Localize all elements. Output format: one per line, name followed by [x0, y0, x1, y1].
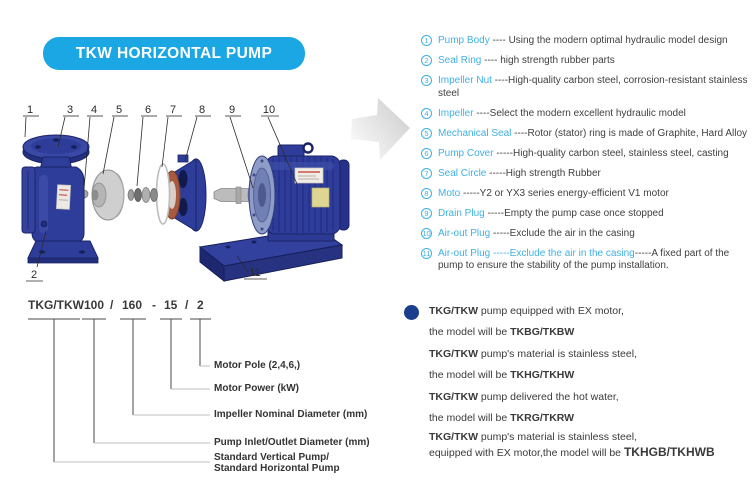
- callout-5: 5: [115, 104, 123, 116]
- part-description: ---- high strength rubber parts: [481, 55, 615, 66]
- motor-label: [312, 188, 329, 207]
- callout-6: 6: [144, 104, 152, 116]
- model-label-motor-power: Motor Power (kW): [214, 383, 299, 394]
- model-label-impeller-dia: Impeller Nominal Diameter (mm): [214, 409, 368, 420]
- model-segment-inlet: 100: [84, 298, 105, 312]
- callout-2: 2: [30, 269, 38, 281]
- impeller: [92, 170, 125, 220]
- parts-list: [421, 35, 753, 280]
- note-ex-motor: TKG/TKW pump equipped with EX motor, the model will be TKBG/TKBW: [429, 305, 624, 338]
- pump-shaft: [214, 186, 254, 205]
- part-description: -----A fixed part of the pump to ensure the stability of the pump installation.: [438, 247, 730, 271]
- list-item: [421, 228, 753, 241]
- model-label-inlet-outlet: Pump Inlet/Outlet Diameter (mm): [214, 437, 370, 448]
- list-item: [421, 35, 753, 48]
- list-item: [421, 108, 753, 121]
- list-item: [421, 128, 753, 141]
- bullet-circle-icon: [404, 305, 419, 320]
- part-name: Mechanical Seal: [438, 127, 512, 139]
- part-name: Moto: [438, 187, 461, 199]
- list-item: [421, 75, 753, 100]
- note-stainless: TKG/TKW pump's material is stainless steel, the model will be TKHG/TKHW: [429, 348, 637, 381]
- part-description: ---- Using the modern optimal hydraulic model design: [489, 35, 728, 46]
- list-item: [421, 148, 753, 161]
- drain-plug: [41, 221, 47, 227]
- part-description: ----Rotor (stator) ring is made of Graphite, Hard Alloy: [511, 127, 748, 139]
- note-stainless-ex: TKG/TKW pump's material is stainless steel, equipped with EX motor,the model will be TKHGB/TKHWB: [429, 431, 715, 459]
- page-title: TKW HORIZONTAL PUMP: [75, 44, 273, 62]
- part-name: Pump Body: [438, 35, 490, 46]
- callout-3: 3: [66, 104, 74, 116]
- callout-10: 10: [262, 104, 276, 116]
- item-number-badge: 6: [421, 148, 432, 159]
- suction-flange: [22, 167, 35, 233]
- callout-8: 8: [198, 104, 206, 116]
- item-number-badge: 10: [422, 228, 431, 238]
- model-segment-pole: 2: [197, 298, 204, 312]
- item-number-badge: 3: [421, 75, 432, 86]
- model-segment-series: TKG/TKW: [28, 298, 84, 312]
- callout-9: 9: [228, 104, 236, 116]
- part-description: -----Exclude the air in the casing: [490, 227, 635, 239]
- right-arrow-icon: [345, 92, 415, 167]
- model-code-lines: [0, 316, 400, 500]
- model-segment-impeller: 160: [122, 298, 143, 312]
- part-name: Air-out Plug: [438, 227, 491, 239]
- item-number-badge: 4: [421, 108, 432, 119]
- mechanical-seal-parts: [128, 188, 158, 203]
- model-variant-notes: [402, 301, 754, 462]
- model-label-pump-type: Standard Vertical Pump/ Standard Horizontal Pump: [214, 452, 340, 474]
- lifting-eye: [304, 144, 313, 153]
- part-name: Seal Circle: [438, 167, 487, 179]
- part-name: Pump Cover: [438, 147, 494, 159]
- note-hot-water: TKG/TKW pump delivered the hot water, the model will be TKRG/TKRW: [429, 391, 619, 424]
- item-number-badge: 7: [421, 168, 432, 179]
- part-description: ----High-quality carbon steel, corrosion-resistant stainless steel: [438, 75, 748, 99]
- part-description: -----High-quality carbon steel, stainless steel, casting: [493, 147, 729, 159]
- model-separator: /: [110, 298, 114, 312]
- model-separator: /: [185, 298, 189, 312]
- page-title-banner: [43, 37, 305, 70]
- part-description: -----Y2 or YX3 series energy-efficient V1 motor: [460, 187, 669, 199]
- model-label-motor-pole: Motor Pole (2,4,6,): [214, 360, 301, 371]
- item-number-badge: 5: [421, 128, 432, 139]
- model-separator: -: [152, 298, 156, 312]
- part-name: Impeller: [438, 107, 474, 119]
- item-number-badge: 1: [421, 35, 432, 46]
- pump-foot: [28, 241, 98, 258]
- callout-11: 11: [249, 267, 261, 279]
- callout-7: 7: [169, 104, 177, 116]
- part-name: Air-out Plug -----Exclude the air in the casing: [438, 247, 635, 259]
- list-item: [421, 188, 753, 201]
- gasket-ring: [157, 164, 170, 224]
- list-item: [421, 208, 753, 221]
- callout-4: 4: [90, 104, 98, 116]
- motor: [249, 144, 349, 242]
- exploded-pump-diagram: [10, 95, 355, 290]
- model-segment-power: 15: [164, 298, 178, 312]
- part-description: -----High strength Rubber: [486, 167, 601, 179]
- list-item: [421, 168, 753, 181]
- pump-nameplate: [56, 185, 70, 210]
- part-description: ----Select the modern excellent hydraulic model: [473, 107, 686, 119]
- part-name: Impeller Nut: [438, 75, 492, 86]
- item-number-badge: 2: [421, 55, 432, 66]
- item-number-badge: 8: [421, 188, 432, 199]
- part-name: Drain Plug: [438, 207, 485, 219]
- part-name: Seal Ring: [438, 55, 482, 66]
- item-number-badge: 9: [421, 208, 432, 219]
- list-item: [421, 55, 753, 68]
- callout-1: 1: [26, 104, 34, 116]
- list-item: [421, 248, 753, 273]
- pump-cover: [164, 155, 206, 231]
- item-number-badge: 11: [422, 248, 431, 258]
- part-description: -----Empty the pump case once stopped: [484, 207, 664, 219]
